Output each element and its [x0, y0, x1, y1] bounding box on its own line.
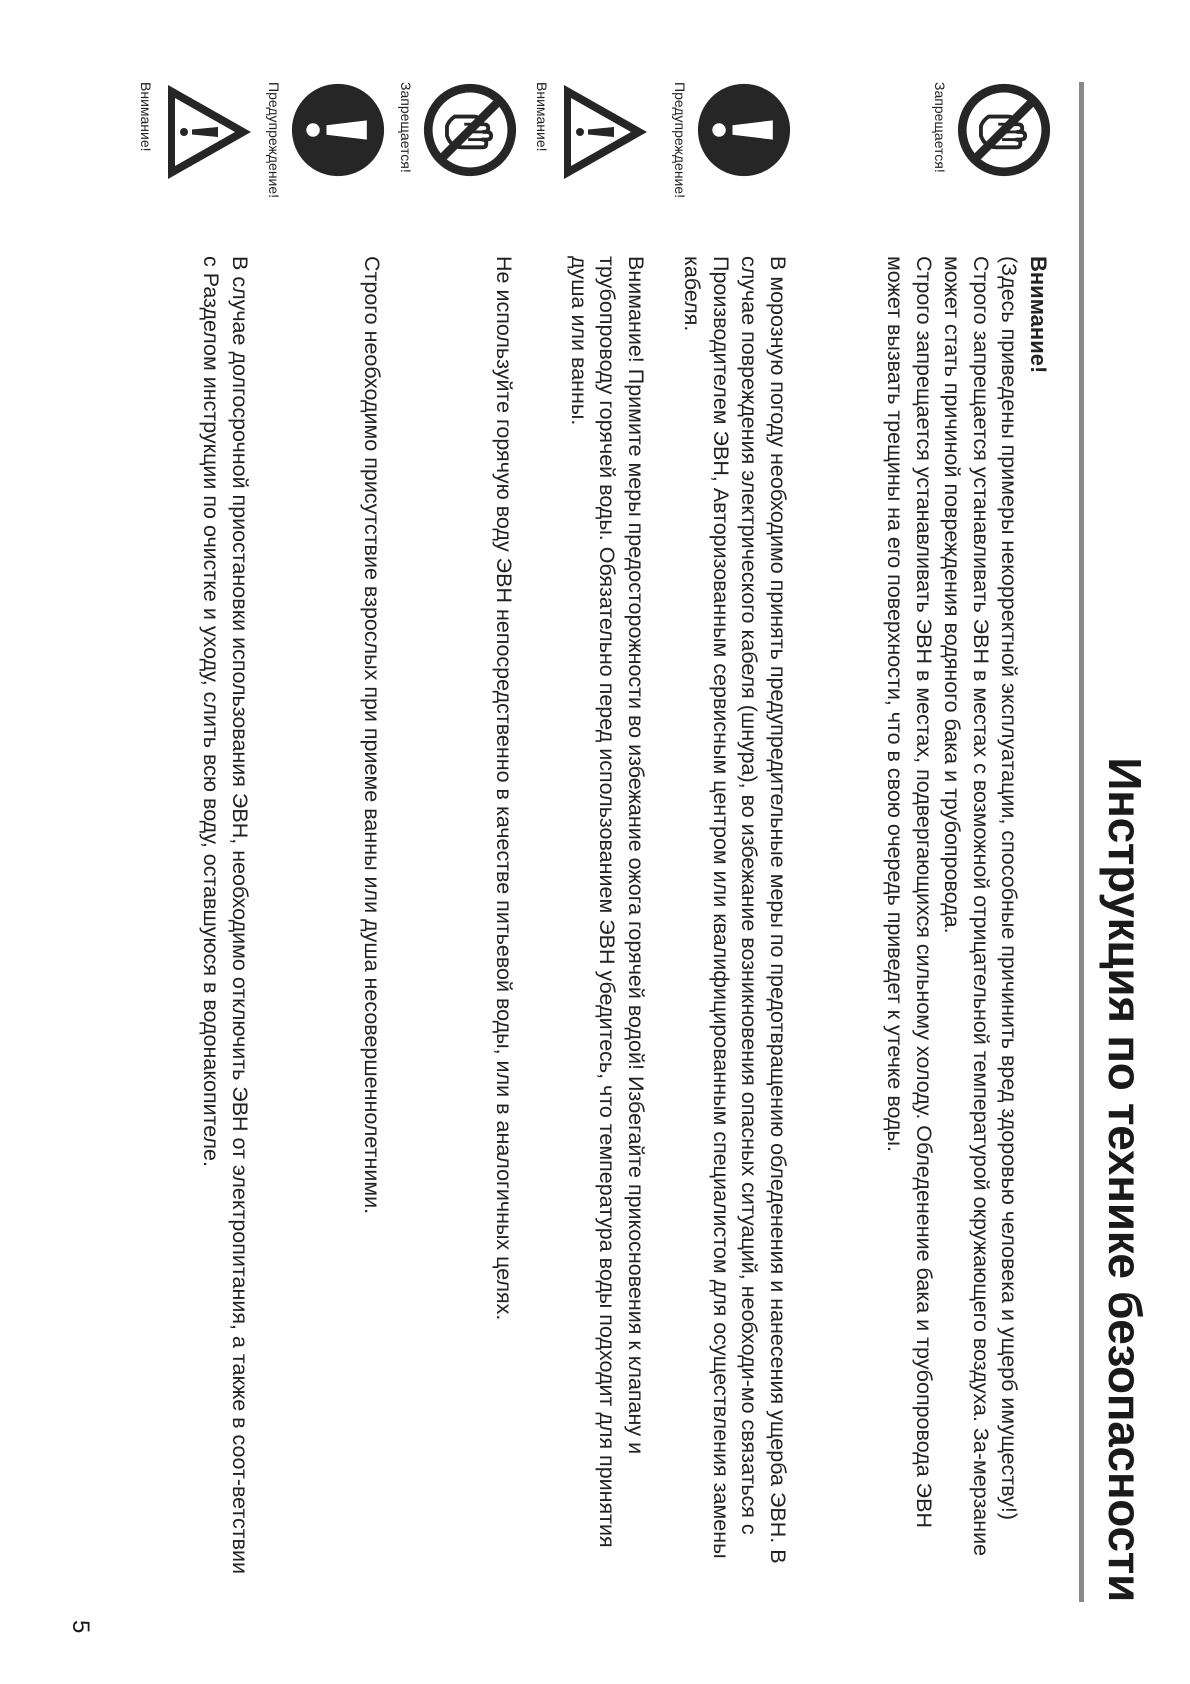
page-number: 5 [67, 1620, 94, 1634]
safety-text [565, 256, 651, 1586]
icon-label: Внимание! [138, 82, 154, 152]
safety-text [881, 256, 1052, 1586]
safety-paragraph: Строго необходимо присутствие взрослых при приеме ванны или душа несовершеннолетними. [360, 256, 384, 1215]
safety-paragraph: Строго запрещается устанавливать ЭВН в местах, подвергающихся сильному холоду. Обледенение бака и трубопровода ЭВН может вызвать трещины на его поверхности, что в свою очередь приведет к утечке воды. [883, 256, 936, 1528]
prohibition-icon [956, 82, 1052, 178]
exclamation-circle-icon [696, 82, 792, 178]
safety-icon-block [534, 82, 650, 222]
safety-icon-block [932, 82, 1052, 222]
prohibition-icon [422, 82, 518, 178]
safety-icon-block [138, 82, 254, 222]
safety-text [490, 256, 519, 1586]
warning-triangle-icon [164, 82, 254, 182]
safety-paragraph: Не используйте горячую воду ЭВН непосредственно в качестве питьевой воды, или в аналогичных целях. [492, 256, 516, 1321]
page-title: Инструкция по технике безопасности [1099, 757, 1151, 1602]
icon-label: Запрещается! [398, 82, 414, 173]
safety-text [197, 256, 254, 1586]
safety-icon-block [266, 82, 386, 222]
icon-label: Предупреждение! [672, 82, 688, 199]
safety-text [358, 256, 387, 1586]
safety-paragraph: В случае долгосрочной приостановки использования ЭВН, необходимо отключить ЭВН от электропитания, а также в соот-ветствии с Разделом инструкции по очистке и уходу, слить всю воду, оставшуюся в водонакопителе. [199, 256, 252, 1575]
safety-icon-block [672, 82, 792, 222]
icon-label: Внимание! [534, 82, 550, 152]
icon-label: Предупреждение! [266, 82, 282, 199]
icon-label: Запрещается! [932, 82, 948, 173]
section-heading: Внимание! [1026, 256, 1051, 374]
warning-triangle-icon [560, 82, 650, 182]
section-note: (Здесь приведены примеры некорректной эксплуатации, способные причинить вред здоровью человека и ущерб имуществу!) [997, 256, 1022, 1521]
exclamation-circle-icon [290, 82, 386, 178]
safety-text [678, 256, 792, 1586]
safety-paragraph: В морозную погоду необходимо принять предупредительные меры по предотвращению обледенения и нанесения ущерба ЭВН. В случае повреждения электрического кабеля (шнура), во избежание возникновения опасных ситуаций, необходи-мо связаться с Производителем ЭВН, Авторизованным сервисным центром или квалифицированным специалистом для осуществления замены кабеля. [680, 256, 790, 1564]
safety-paragraph: Внимание! Примите меры предосторожности во избежание ожога горячей водой! Избегайте прикосновения к клапану и трубопроводу горячей воды. Обязательно перед использованием ЭВН убедитесь, что температура воды подходит для принятия душа или ванны. [567, 256, 648, 1548]
safety-icon-block [398, 82, 518, 222]
title-divider [1079, 82, 1084, 1602]
safety-paragraph: Строго запрещается устанавливать ЭВН в местах с возможной отрицательной температурой окружающего воздуха. За-мерзание может стать причиной повреждения водяного бака и трубопровода. [940, 256, 993, 1557]
